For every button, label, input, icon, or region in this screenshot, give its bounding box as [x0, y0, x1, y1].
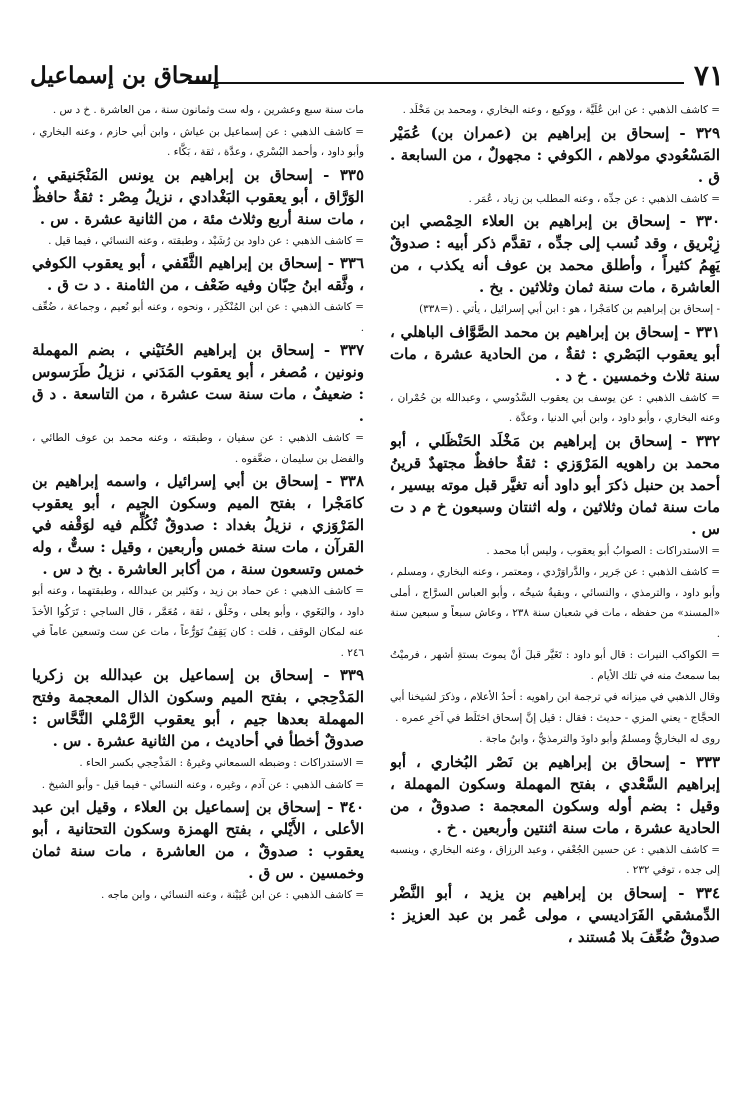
entry-text: مات سنة سبع وعشرين ، وله ست وثمانون سنة ، من العاشرة . خ د س .: [52, 104, 364, 116]
running-title: إسحاق بن إسماعيل: [30, 62, 220, 89]
entry-text: = كاشف الذهبي : عن ابن عُيَيْنة ، وعنه النسائي ، وابن ماجه .: [100, 889, 364, 901]
entry-text: = كاشف الذهبي : عن ابن عُلَيَّة ، ووكيع ، وعنه البخاري ، ومحمد بن مَخْلَد .: [402, 104, 720, 116]
entry-text: = كاشف الذهبي : عن جَرير ، والدَّراوَرْدي ، ومعتمر ، وعنه البخاري ، ومسلم ، وأبو داود ، والترمذي ، والنسائي ، وبقيةُ شيخُه ، وأبو العباس السرَّاج ، أملى «المسند» من حفظه ، مات في شعبان سنة ٢٣٨ ، وعاش سبعاً و سبعين سنة .: [390, 566, 720, 640]
entry-text: = كاشف الذهبي : عن إسماعيل بن عياش ، وابن أبي حازم ، وعنه البخاري ، وأبو داود ، وأحمد البُسْري ، وعدَّة ، ثقة ، بَكَّاء .: [32, 125, 364, 158]
entry-text: = الاستدراكات : وضبطه السمعاني وغيرهُ : المَذْحِجي بكسر الحاء .: [79, 757, 364, 769]
right-column: [390, 100, 720, 1090]
entry-heading: ٣٢٩ - إسحاق بن إبراهيم بن (عمران بن) عُمَيْر المَسْعُودي مولاهم ، الكوفي : مجهولٌ ، من السابعة . ق .: [390, 123, 720, 186]
cross-reference: [390, 299, 720, 320]
entry-text: = كاشف الذهبي : عن داود بن رُشَيْد ، وطبقته ، وعنه النسائي ، فيما قيل .: [48, 234, 364, 247]
entry-text: روى له البخاريُّ ومسلمٌ وأبو داودَ والترمذيُّ ، وابنُ ماجة .: [479, 733, 720, 745]
entry-text: = كاشف الذهبي : عن حسين الجُعْفي ، وعبد الرزاق ، وعنه البخاري ، وينسبه إلى جده ، توفي ٢٣٢ .: [390, 843, 720, 876]
entry-heading: ٣٣٢ - إسحاق بن إبراهيم بن مَخْلَد الحَنْظَلي ، أبو محمد بن راهويه المَرْوَزي : ثقةٌ حافظٌ مجتهدٌ قرينُ أحمد بن حنبل ذكرَ أبو داود أنه تغيَّر قبل موته بيسير ، مات سنة ثمان وثلاثين ، وله اثنتان وسبعون خ م د ت س .: [390, 431, 720, 538]
page-header: [30, 56, 724, 96]
entry-text: = كاشف الذهبي : عن حماد بن زيد ، وكثير بن عبدالله ، وطبقتهما ، وعنه أبو داود ، والبَغَوي ، وأبو يعلى ، وخَلْق ، ثقة ، مُعَمَّر ، قال الساجي : تَرَكُوا الأخذَ عنه لمكان الوقف ، قلت : كان يَقِفُ تَوَرُّعاً ، مات عن ست وتسعين عاماً في ٢٤٦ .: [32, 585, 364, 659]
entry-heading: ٣٣٠ - إسحاق بن إبراهيم بن العلاء الحِمْصي ابن زِبْريق ، وقد نُسب إلى جدِّه ، تقدَّم ذكر أبيه : صدوقٌ يَهِمُ كثيراً ، وأطلق محمد بن عوف أنه يكذب ، من العاشرة ، مات سنة ثمان وثلاثين . بخ .: [390, 212, 720, 296]
entry-heading: ٣٣٩ - إسحاق بن إسماعيل بن عبدالله بن زكريا المَدْحِجي ، بفتح الميم وسكون الذال المعجمة وفتح المهملة بعدها جيم ، أبو يعقوب الرَّمْلي النَّحَّاس : صدوقٌ أخطأ في أحاديث ، من الثانية عشرة . س .: [32, 666, 364, 750]
entry-heading: ٣٣٧ - إسحاق بن إبراهيم الحُنَيْني ، بضم المهملة ونونين ، مُصغر ، أبو يعقوب المَدَني ، نزيلُ طَرَسوس : ضعيفٌ ، مات سنة ست عشرة ، من التاسعة . د ق .: [32, 341, 364, 425]
entry-text: = الكواكب النيرات : قال أبو داود : تَغَيَّر قبلَ أنْ يموتَ بستةِ أشهر ، فرميْتُ بما سمعتُ منه في تلك الأيام .: [390, 649, 720, 682]
left-column: [32, 100, 364, 1090]
page-number: ٧١: [693, 59, 724, 92]
entry-text: = كاشف الذهبي : عن ابن المُنْكَدِر ، ونحوه ، وعنه أبو نُعيم ، وجماعة ، ضُعِّف .: [32, 301, 364, 334]
entry-heading: ٣٣٤ - إسحاق بن إبراهيم بن يزيد ، أبو النَّضْر الدِّمشقي الفَرَاديسي ، مولى عُمر بن عبد العزيز : صدوقٌ ضُعِّفَ بلا مُستند ،: [390, 883, 720, 946]
entry-text: = كاشف الذهبي : عن آدم ، وغيره ، وعنه النسائي - فيما قيل - وأبو الشيخ .: [41, 778, 364, 791]
entry-heading: ٣٣٥ - إسحاق بن إبراهيم بن يونس المَنْجَنيقي ، الوَرَّاق ، أبو يعقوب البَغْدادي ، نزيلُ مِصْر : ثقةٌ حافظٌ ، مات سنة أربع وثلاث مئة ، من الثانية عشرة . س .: [32, 165, 364, 228]
header-rule: [188, 82, 684, 84]
entry-text: وقال الذهبي في ميزانه في ترجمة ابن راهويه : أحدُ الأعلام ، وذكرَ لشيخنا أبي الحجَّاج - يعني المزي - حديث : فقال : قيل إنَّ إسحاق اختَلَط في آخرِ عمره .: [390, 691, 720, 724]
entry-heading: ٣٤٠ - إسحاق بن إسماعيل بن العلاء ، وقيل ابن عبد الأعلى ، الأَيْلي ، بفتح الهمزة وسكون التحتانية ، أبو يعقوب : صدوقٌ ، من العاشرة ، مات سنة ثمان وخمسين . س ق .: [32, 798, 364, 882]
entry-heading: ٣٣١ - إسحاق بن إبراهيم بن محمد الصَّوَّاف الباهلي ، أبو يعقوب البَصْري : ثقةٌ ، من الحادية عشرة ، مات سنة ثلاث وخمسين . خ د .: [390, 322, 720, 385]
entry-heading: ٣٣٦ - إسحاق بن إبراهيم الثَّقَفي ، أبو يعقوب الكوفي ، وثَّقه ابنُ حِبّان وفيه ضَعْف ، من الثامنة . د ت ق .: [32, 254, 364, 294]
entry-text: = كاشف الذهبي : عن يوسف بن يعقوب السَّدُوسي ، وعبدالله بن حُمْران ، وعنه البخاري ، وأبو داود ، وابن أبي الدنيا ، وعدَّة .: [390, 391, 720, 424]
entry-heading: ٣٣٨ - إسحاق بن أبي إسرائيل ، واسمه إبراهيم بن كامَجْرا ، بفتح الميم وسكون الجيم ، أبو يعقوب المَرْوَزي ، نزيلُ بغداد : صدوقٌ تُكُلِّم فيه لوَقْفه في القرآن ، مات سنة خمس وأربعين ، وقيل : ستٌّ ، وله خمس وتسعون سنة ، من أكابر العاشرة . بخ د س .: [32, 472, 364, 578]
entry-heading: ٣٣٣ - إسحاق بن إبراهيم بن نَصْر البُخاري ، أبو إبراهيم السَّعْدي ، بفتح المهملة وسكون المهملة ، وقيل : بضم أوله وسكون المعجمة : صدوقٌ ، من الحادية عشرة ، مات سنة اثنتين وأربعين . خ .: [390, 752, 720, 837]
entry-text: = كاشف الذهبي : عن جدِّه ، وعنه المطلب بن زياد ، عُمَر .: [468, 192, 720, 205]
entry-text: = الاستدراكات : الصوابُ أبو يعقوب ، وليس أبا محمد .: [486, 544, 720, 557]
entry-text: = كاشف الذهبي : عن سفيان ، وطبقته ، وعنه محمد بن عوف الطائي ، والفضل بن سليمان ، ضعَّفوه .: [32, 432, 364, 465]
cross-reference-text: - إسحاق بن إبراهيم بن كامَجْرا ، هو : ابن أبي إسرائيل ، يأتي . (=٣٣٨): [419, 303, 720, 315]
